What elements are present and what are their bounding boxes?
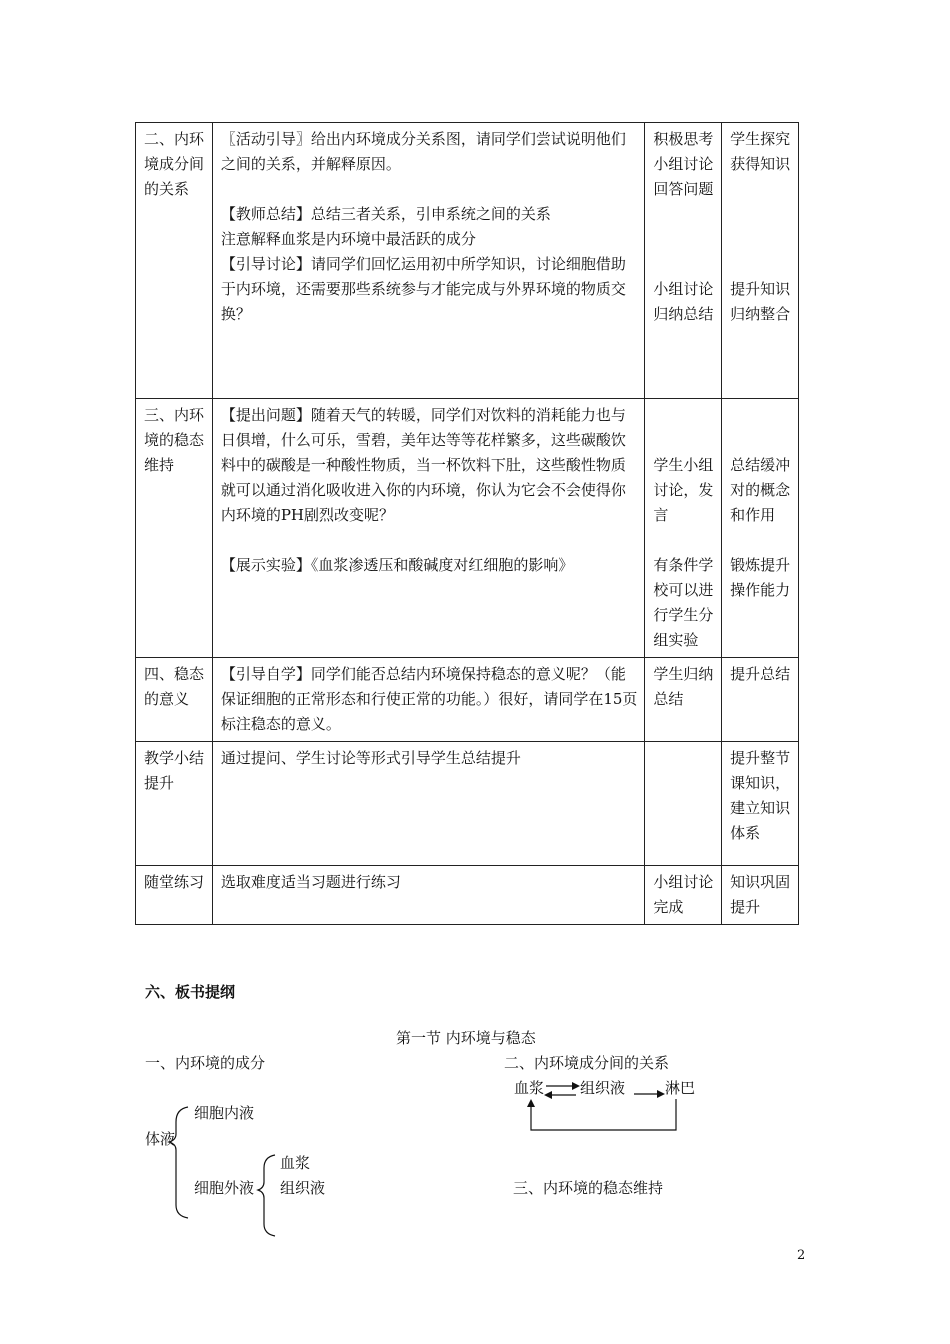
- body-fluid: 体液: [145, 1130, 176, 1148]
- board-part-2: 二、内环境成分间的关系: [504, 1054, 670, 1072]
- stage-cell: 教学小结提升: [136, 742, 213, 866]
- plasma-label: 血浆: [280, 1154, 311, 1172]
- diagram-node-tissue-fluid: 组织液: [580, 1079, 626, 1097]
- arrow-head-right: [572, 1082, 580, 1090]
- intracellular-fluid: 细胞内液: [194, 1104, 255, 1122]
- section-title: 六、板书提纲: [145, 983, 236, 1001]
- brace-extracellular: [258, 1155, 275, 1236]
- student-activity-cell: 积极思考 小组讨论 回答问题 小组讨论 归纳总结: [645, 123, 722, 399]
- teacher-activity-cell: 【提出问题】随着天气的转暖，同学们对饮料的消耗能力也与日俱增，什么可乐，雪碧，美年达等等花样繁多，这些碳酸饮料中的碳酸是一种酸性物质，当一杯饮料下肚，这些酸性物质就可以通过消化吸收进入你的内环境，你认为它会不会使得你内环境的PH剧烈改变呢？ 【展示实验】《血浆渗透压和酸碱度对红细胞的影响》: [212, 399, 644, 658]
- brace-body-fluid: [169, 1107, 188, 1218]
- stage-cell: 随堂练习: [136, 866, 213, 925]
- arrow-head-left: [544, 1091, 552, 1099]
- arrow-lymph-to-plasma: [531, 1099, 676, 1130]
- design-intent-cell: 提升整节课知识，建立知识体系: [722, 742, 799, 866]
- design-intent-cell: 知识巩固提升: [722, 866, 799, 925]
- extracellular-fluid: 细胞外液: [194, 1179, 255, 1197]
- tissue-fluid-label: 组织液: [280, 1179, 326, 1197]
- diagram-node-lymph: 淋巴: [665, 1079, 696, 1097]
- teacher-activity-cell: 选取难度适当习题进行练习: [212, 866, 644, 925]
- teacher-activity-cell: 【引导自学】同学们能否总结内环境保持稳态的意义呢？（能保证细胞的正常形态和行使正常的功能。）很好，请同学在15页标注稳态的意义。: [212, 658, 644, 742]
- teacher-activity-cell: 通过提问、学生讨论等形式引导学生总结提升: [212, 742, 644, 866]
- student-activity-cell: 小组讨论完成: [645, 866, 722, 925]
- stage-cell: 三、内环境的稳态维持: [136, 399, 213, 658]
- teacher-activity-cell: 〖活动引导〗给出内环境成分关系图，请同学们尝试说明他们之间的关系，并解释原因。 【教师总结】总结三者关系，引申系统之间的关系 注意解释血浆是内环境中最活跃的成分 【引导讨论】请同学们回忆运用初中所学知识，讨论细胞借助于内环境，还需要那些系统参与才能完成与外界环境的物质交换？: [212, 123, 644, 399]
- diagram-node-plasma: 血浆: [514, 1079, 545, 1097]
- stage-cell: 四、稳态的意义: [136, 658, 213, 742]
- student-activity-cell: 学生归纳总结: [645, 658, 722, 742]
- stage-cell: 二、内环境成分间的关系: [136, 123, 213, 399]
- board-part-1: 一、内环境的成分: [145, 1054, 266, 1072]
- board-part-3: 三、内环境的稳态维持: [513, 1179, 664, 1197]
- design-intent-cell: 学生探究 获得知识 提升知识 归纳整合: [722, 123, 799, 399]
- page-number: 2: [797, 1248, 806, 1263]
- arrow-head-lymph: [657, 1090, 665, 1098]
- design-intent-cell: 提升总结: [722, 658, 799, 742]
- board-heading: 第一节 内环境与稳态: [396, 1029, 536, 1047]
- arrow-head-up: [527, 1099, 535, 1107]
- student-activity-cell: 学生小组讨论，发言 有条件学校可以进行学生分组实验: [645, 399, 722, 658]
- design-intent-cell: 总结缓冲对的概念和作用 锻炼提升操作能力: [722, 399, 799, 658]
